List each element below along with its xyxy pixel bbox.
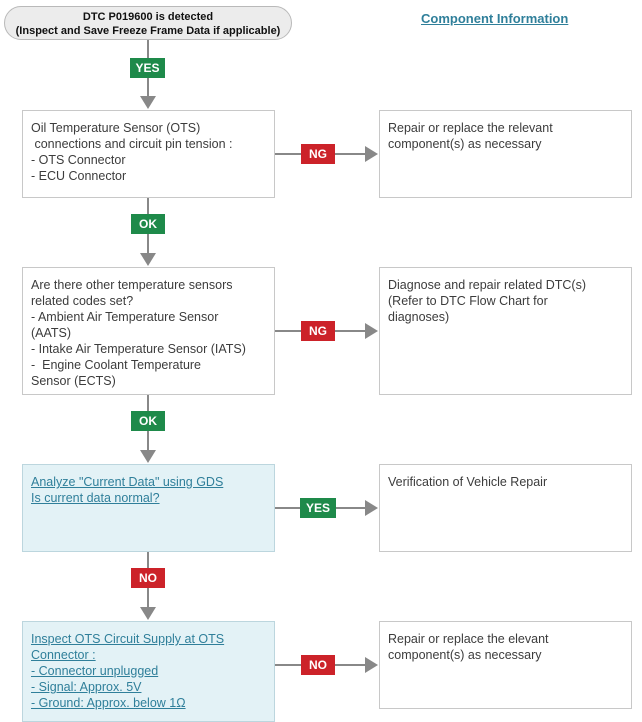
step-text: - Engine Coolant Temperature xyxy=(31,358,202,372)
result-text: (Refer to DTC Flow Chart for xyxy=(388,294,548,308)
ok-badge-step2: OK xyxy=(131,411,165,431)
inspect-ots-supply-link[interactable]: Inspect OTS Circuit Supply at OTS xyxy=(31,632,225,646)
step-box-other-temp-sensors xyxy=(22,267,275,395)
step-box-analyze-current-data xyxy=(22,464,275,552)
step-text: Sensor (ECTS) xyxy=(31,374,116,388)
result-text: diagnoses) xyxy=(388,310,450,324)
ng-badge-step1: NG xyxy=(301,144,335,164)
step-text: - ECU Connector xyxy=(31,169,127,183)
arrow-down-icon xyxy=(140,96,156,109)
result-box-repair-replace-2 xyxy=(379,621,632,709)
step-text: - Ambient Air Temperature Sensor xyxy=(31,310,219,324)
yes-badge-step3: YES xyxy=(300,498,336,518)
start-node xyxy=(4,6,292,40)
step-text: Are there other temperature sensors xyxy=(31,278,233,292)
start-title: DTC P019600 is detected xyxy=(82,11,214,23)
no-badge-step4: NO xyxy=(301,655,335,675)
step-text: - Intake Air Temperature Sensor (IATS) xyxy=(31,342,246,356)
arrow-down-icon xyxy=(140,450,156,463)
step-text: related codes set? xyxy=(31,294,134,308)
inspect-ots-supply-link[interactable]: Connector : xyxy=(31,648,96,662)
step-text: (AATS) xyxy=(31,326,72,340)
step-box-ots-connections xyxy=(22,110,275,198)
result-box-repair-replace xyxy=(379,110,632,198)
step-text: - OTS Connector xyxy=(31,153,126,167)
result-text: component(s) as necessary xyxy=(388,137,542,151)
result-text: component(s) as necessary xyxy=(388,648,542,662)
arrow-right-icon xyxy=(365,146,378,162)
result-box-diagnose-dtc xyxy=(379,267,632,395)
connector-unplugged-link[interactable]: - Connector unplugged xyxy=(31,664,159,678)
no-badge-step3: NO xyxy=(131,568,165,588)
arrow-right-icon xyxy=(365,657,378,673)
current-data-normal-link[interactable]: Is current data normal? xyxy=(31,491,160,505)
result-text: Repair or replace the elevant xyxy=(388,632,549,646)
signal-voltage-link[interactable]: - Signal: Approx. 5V xyxy=(31,680,142,694)
arrow-down-icon xyxy=(140,253,156,266)
result-text: Repair or replace the relevant xyxy=(388,121,553,135)
arrow-right-icon xyxy=(365,500,378,516)
step-text: connections and circuit pin tension : xyxy=(31,137,233,151)
step-text: Oil Temperature Sensor (OTS) xyxy=(31,121,201,135)
yes-badge-start: YES xyxy=(130,58,165,78)
result-box-verification xyxy=(379,464,632,552)
analyze-current-data-link[interactable]: Analyze "Current Data" using GDS xyxy=(31,475,224,489)
arrow-right-icon xyxy=(365,323,378,339)
ng-badge-step2: NG xyxy=(301,321,335,341)
result-text: Verification of Vehicle Repair xyxy=(388,475,548,489)
result-text: Diagnose and repair related DTC(s) xyxy=(388,278,587,292)
step-box-inspect-ots-supply xyxy=(22,621,275,722)
component-information-link[interactable]: Component Information xyxy=(421,11,569,26)
start-subtitle: (Inspect and Save Freeze Frame Data if applicable) xyxy=(15,25,281,37)
ok-badge-step1: OK xyxy=(131,214,165,234)
arrow-down-icon xyxy=(140,607,156,620)
ground-voltage-link[interactable]: - Ground: Approx. below 1Ω xyxy=(31,696,186,710)
